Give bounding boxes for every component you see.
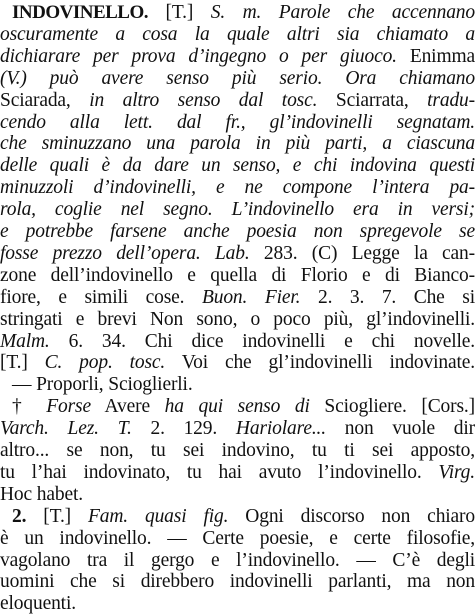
entry-line xyxy=(0,221,475,243)
entry-line xyxy=(0,352,475,374)
entry-text: † xyxy=(12,396,47,418)
entry-text: minuzzoli d’indovinelli, e ne compone l’intera pa- xyxy=(0,177,475,199)
entry-text: 2. xyxy=(12,505,44,527)
entry-line xyxy=(0,177,475,199)
entry-text: uomini che si direbbero indovinelli parlanti, ma non xyxy=(0,571,475,593)
entry-text: fiore, e simili cose. xyxy=(0,286,202,308)
entry-text: Fam. quasi fig. xyxy=(88,505,229,527)
entry-line xyxy=(0,133,475,155)
entry-text: rola, coglie nel segno. L’indovinello era in versi; xyxy=(0,199,475,221)
entry-line xyxy=(0,243,475,265)
entry-text: [T.] xyxy=(43,505,88,527)
entry-text: Voi che gl’indovinelli indovinate. xyxy=(165,352,475,374)
entry-line xyxy=(0,199,475,221)
entry-text: zone dell’indovinello e quella di Florio e di Bianco- xyxy=(0,264,475,286)
entry-line xyxy=(0,112,475,134)
entry-text: fosse prezzo dell’opera. Lab. xyxy=(0,242,250,264)
entry-line xyxy=(0,155,475,177)
entry-text: tu l’hai indovinato, tu hai avuto l’indovinello. xyxy=(0,461,439,483)
entry-text: 2. 129. xyxy=(131,418,236,440)
entry-line xyxy=(0,265,475,287)
entry-line xyxy=(0,68,475,90)
entry-line xyxy=(0,418,475,440)
entry-text: eloquenti. xyxy=(0,593,76,615)
entry-text: 2. 3. 7. Che si xyxy=(300,286,475,308)
entry-text: stringati e brevi Non sono, o poco più, gl’indovinelli. xyxy=(0,308,475,330)
entry-line xyxy=(0,528,475,550)
entry-line xyxy=(0,440,475,462)
entry-line xyxy=(0,462,475,484)
entry-text: 6. 34. Chi dice indovinelli e chi novelle. xyxy=(49,330,475,352)
entry-text: oscuramente a cosa la quale altri sia chiamato a xyxy=(0,23,475,45)
entry-text: Virg. xyxy=(438,461,475,483)
entry-text: altro... se non, tu sei indovino, tu ti sei apposto, xyxy=(0,440,475,461)
entry-text: Ogni discorso non chiaro xyxy=(228,505,475,527)
entry-text: dichiarare per prova d’ingegno o per giuoco. xyxy=(0,45,397,67)
entry-text: Malm. xyxy=(0,330,50,352)
entry-text: cendo alla lett. dal fr., gl’indovinelli segnatam. xyxy=(0,111,475,133)
entry-text: Hoc habet. xyxy=(0,483,83,505)
entry-text: Forse xyxy=(46,396,91,418)
entry-text: [T.] xyxy=(148,2,211,23)
entry-text: 283. (C) Legge la can- xyxy=(249,242,475,264)
entry-line xyxy=(0,571,475,593)
entry-line xyxy=(0,396,475,418)
entry-text: Sciarada, xyxy=(0,89,90,111)
entry-text: delle quali è da dare un senso, e chi indovina questi xyxy=(0,155,475,177)
entry-text: Avere xyxy=(90,396,165,418)
entry-text: e potrebbe farsene anche poesia non spregevole se xyxy=(0,221,475,242)
entry-line xyxy=(0,90,475,112)
entry-line xyxy=(0,331,475,353)
entry-text: S. m. Parole che accennano xyxy=(210,2,475,23)
entry-line xyxy=(0,593,475,615)
entry-line xyxy=(0,374,475,396)
headword: INDOVINELLO. xyxy=(12,2,148,23)
entry-line xyxy=(0,46,475,68)
entry-text: Sciarrata, xyxy=(317,89,428,111)
entry-text: è un indovinello. — Certe poesie, e certe filosofie, xyxy=(0,527,475,549)
entry-text: Hariolare... xyxy=(235,418,327,440)
entry-text: C. pop. tosc. xyxy=(44,352,166,374)
entry-line xyxy=(0,484,475,506)
entry-text: in altro senso dal tosc. xyxy=(89,89,318,111)
entry-line xyxy=(0,309,475,331)
entry-text: ha qui senso di xyxy=(164,396,310,418)
entry-text: vagolano tra il gergo e l’indovinello. — C’è degli xyxy=(0,549,475,571)
entry-text: Buon. Fier. xyxy=(201,286,301,308)
entry-line xyxy=(0,2,475,24)
entry-line xyxy=(0,506,475,528)
entry-text: Varch. Lez. T. xyxy=(0,418,132,440)
entry-text: non vuole dir xyxy=(326,418,475,440)
entry-line xyxy=(0,550,475,572)
entry-text: tradu- xyxy=(427,89,475,111)
entry-text: che sminuzzano una parola in più parti, a ciascuna xyxy=(0,133,475,155)
entry-text: (V.) può avere senso più serio. Ora chiamano xyxy=(0,67,475,89)
entry-text: Sciogliere. [Cors.] xyxy=(309,396,475,418)
entry-text: — Proporli, Scioglierli. xyxy=(12,374,193,396)
entry-line xyxy=(0,287,475,309)
entry-line xyxy=(0,24,475,46)
entry-text: [T.] xyxy=(0,352,45,374)
entry-text: Enimma xyxy=(396,45,475,67)
